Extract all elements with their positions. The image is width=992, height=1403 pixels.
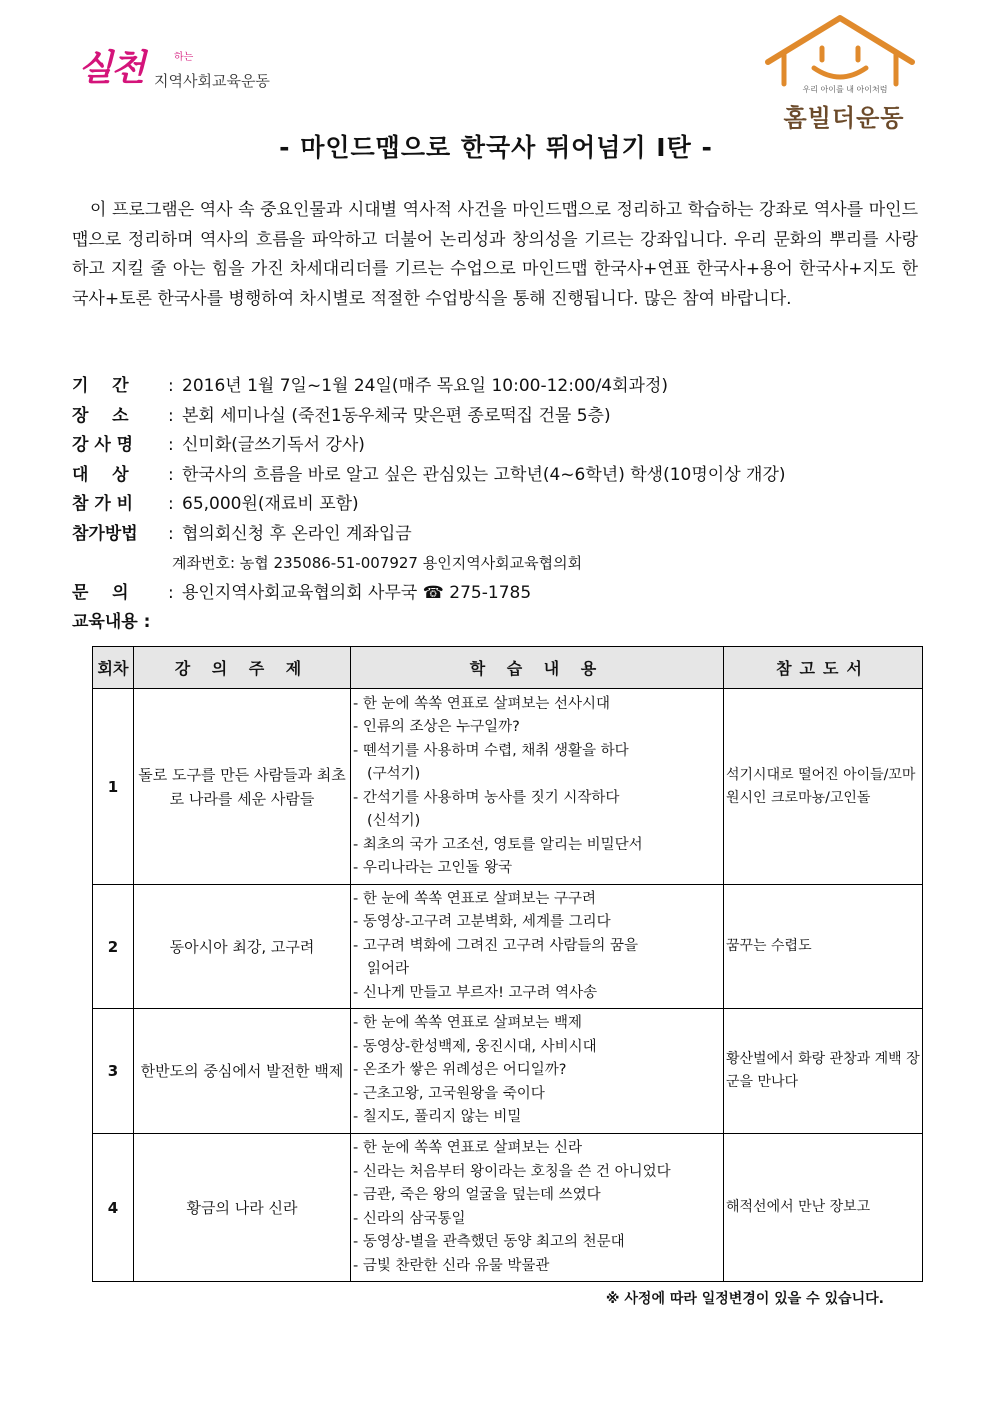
table-row (93, 1134, 923, 1282)
info-row-contact: 문 의 : 용인지역사회교육협의회 사무국 ☎ 275-1785 (72, 579, 932, 609)
session-books: 석기시대로 떨어진 아이들/꼬마원시인 크로마뇽/고인돌 (724, 689, 923, 885)
list-item: - 동영상-고구려 고분벽화, 세계를 그리다 (353, 914, 611, 931)
list-item: - 간석기를 사용하며 농사를 짓기 시작하다 (353, 789, 620, 806)
list-item: - 칠지도, 풀리지 않는 비밀 (353, 1109, 522, 1126)
info-row-place: 장 소 : 본회 세미나실 (죽전1동우체국 맞은편 종로떡집 건물 5층) (72, 402, 932, 432)
info-label: 참 가 비 (72, 494, 134, 514)
table-row (93, 1009, 923, 1134)
header-books: 참고도서 (724, 647, 923, 689)
list-item: 읽어라 (367, 961, 410, 978)
list-item: - 온조가 쌓은 위례성은 어디일까? (353, 1062, 567, 1079)
info-value: 용인지역사회교육협의회 사무국 ☎ 275-1785 (182, 582, 532, 603)
info-value: 본회 세미나실 (죽전1동우체국 맞은편 종로떡집 건물 5층) (182, 405, 611, 426)
list-item: - 한 눈에 쏙쏙 연표로 살펴보는 선사시대 (353, 695, 610, 712)
header-topic: 강 의 주 제 (134, 647, 351, 689)
info-label: 강 사 명 (72, 435, 134, 455)
session-items (351, 1009, 724, 1134)
info-label: 문 의 (72, 582, 129, 603)
info-account: 계좌번호: 농협 235086-51-007927 용인지역사회교육협의회 (172, 554, 583, 572)
table-header-row (93, 647, 923, 689)
logo-brand-name: 홈빌더운동 (783, 104, 905, 132)
session-topic: 한반도의 중심에서 발전한 백제 (134, 1009, 351, 1134)
session-topic: 황금의 나라 신라 (134, 1134, 351, 1282)
session-items (351, 689, 724, 885)
list-item: - 금빛 찬란한 신라 유물 박물관 (353, 1257, 550, 1274)
info-label: 장 소 (72, 405, 129, 426)
info-label: 참가방법 (72, 523, 138, 544)
info-content-label (72, 608, 932, 638)
session-topic: 돌로 도구를 만든 사람들과 최초로 나라를 세운 사람들 (134, 689, 351, 885)
list-item: (구석기) (367, 766, 421, 782)
table-row (93, 689, 923, 885)
session-topic: 동아시아 최강, 고구려 (134, 885, 351, 1009)
logo-left (70, 34, 270, 104)
info-row-instructor: 강 사 명 : 신미화(글쓰기독서 강사) (72, 431, 932, 461)
list-item: - 한 눈에 쏙쏙 연표로 살펴보는 백제 (353, 1015, 582, 1032)
logo-right (760, 14, 920, 132)
list-item: - 한 눈에 쏙쏙 연표로 살펴보는 신라 (353, 1140, 582, 1156)
info-value: 65,000원(재료비 포함) (182, 494, 359, 514)
list-item: - 동영상-한성백제, 웅진시대, 사비시대 (353, 1038, 597, 1055)
info-row-method: 참가방법 : 협의회신청 후 온라인 계좌입금 (72, 520, 932, 550)
info-label: 기 간 (72, 376, 129, 396)
session-books: 해적선에서 만난 장보고 (724, 1134, 923, 1282)
list-item: - 인류의 조상은 누구일까? (353, 719, 520, 735)
logo-script-text: 실천 (78, 47, 144, 89)
session-items (351, 885, 724, 1009)
list-item: - 신라의 삼국통일 (353, 1210, 466, 1227)
page-title: - 마인드맵으로 한국사 뛰어넘기 Ⅰ탄 - (279, 133, 713, 162)
info-row-period: 기 간 : 2016년 1월 7일~1월 24일(매주 목요일 10:00-12:00/4회과정) (72, 372, 932, 402)
list-item: - 근초고왕, 고국원왕을 죽이다 (353, 1085, 545, 1102)
schedule-table (92, 646, 923, 1282)
list-item: - 한 눈에 쏙쏙 연표로 살펴보는 구구려 (353, 890, 596, 907)
info-block (72, 372, 932, 638)
list-item: - 고구려 벽화에 그려진 고구려 사람들의 꿈을 (353, 937, 639, 954)
info-value: 신미화(글쓰기독서 강사) (182, 435, 365, 455)
info-value: 한국사의 흐름을 바로 알고 싶은 관심있는 고학년(4~6학년) 학생(10명이상 개강) (182, 464, 786, 485)
list-item: - 뗀석기를 사용하며 수렵, 채취 생활을 하다 (353, 742, 629, 759)
content-label: 교육내용 : (72, 612, 151, 632)
list-item: - 신라는 처음부터 왕이라는 호칭을 쓴 건 아니었다 (353, 1163, 671, 1180)
session-items (351, 1134, 724, 1282)
schedule-notice: ※ 사정에 따라 일정변경이 있을 수 있습니다. (605, 1291, 884, 1307)
info-row-fee: 참 가 비 : 65,000원(재료비 포함) (72, 490, 932, 520)
session-number: 4 (93, 1134, 134, 1282)
info-value: 2016년 1월 7일~1월 24일(매주 목요일 10:00-12:00/4회과정) (182, 376, 669, 396)
logo-tagline: 우리 아이를 내 아이처럼 (802, 85, 888, 94)
info-label: 대 상 (72, 464, 129, 485)
session-number: 3 (93, 1009, 134, 1134)
house-smile-icon (760, 14, 920, 94)
session-books: 꿈꾸는 수렵도 (724, 885, 923, 1009)
list-item: - 최초의 국가 고조선, 영토를 알리는 비밀단서 (353, 836, 643, 853)
session-number: 2 (93, 885, 134, 1009)
session-number: 1 (93, 689, 134, 885)
header-content: 학 습 내 용 (351, 647, 724, 689)
list-item: - 신나게 만들고 부르자! 고구려 역사송 (353, 984, 598, 1001)
list-item: (신석기) (367, 813, 421, 829)
session-books: 황산벌에서 화랑 관창과 계백 장군을 만나다 (724, 1009, 923, 1134)
header-session: 회차 (93, 647, 134, 689)
logo-org-name: 지역사회교육운동 (154, 72, 270, 90)
list-item: - 금관, 죽은 왕의 얼굴을 덮는데 쓰였다 (353, 1187, 601, 1203)
table-row (93, 885, 923, 1009)
logo-small-text: 하는 (174, 52, 194, 63)
info-row-target: 대 상 : 한국사의 흐름을 바로 알고 싶은 관심있는 고학년(4~6학년) 학생(10명이상 개강) (72, 461, 932, 491)
intro-paragraph: 이 프로그램은 역사 속 중요인물과 시대별 역사적 사건을 마인드맵으로 정리하고 학습하는 강좌로 역사를 마인드맵으로 정리하며 역사의 흐름을 파악하고 더불어 논리성과 창의성을 기르는 강좌입니다. 우리 문화의 뿌리를 사랑하고 지킬 줄 아는 힘을 가진 차세대리더를 기르는 수업으로 마인드맵 한국사+연표 한국사+용어 한국사+지도 한국사+토론 한국사를 병행하여 차시별로 적절한 수업방식을 통해 진행됩니다. 많은 참여 바랍니다. (72, 200, 918, 309)
info-value: 협의회신청 후 온라인 계좌입금 (182, 523, 412, 544)
list-item: - 동영상-별을 관측했던 동양 최고의 천문대 (353, 1234, 625, 1250)
list-item: - 우리나라는 고인돌 왕국 (353, 860, 513, 876)
